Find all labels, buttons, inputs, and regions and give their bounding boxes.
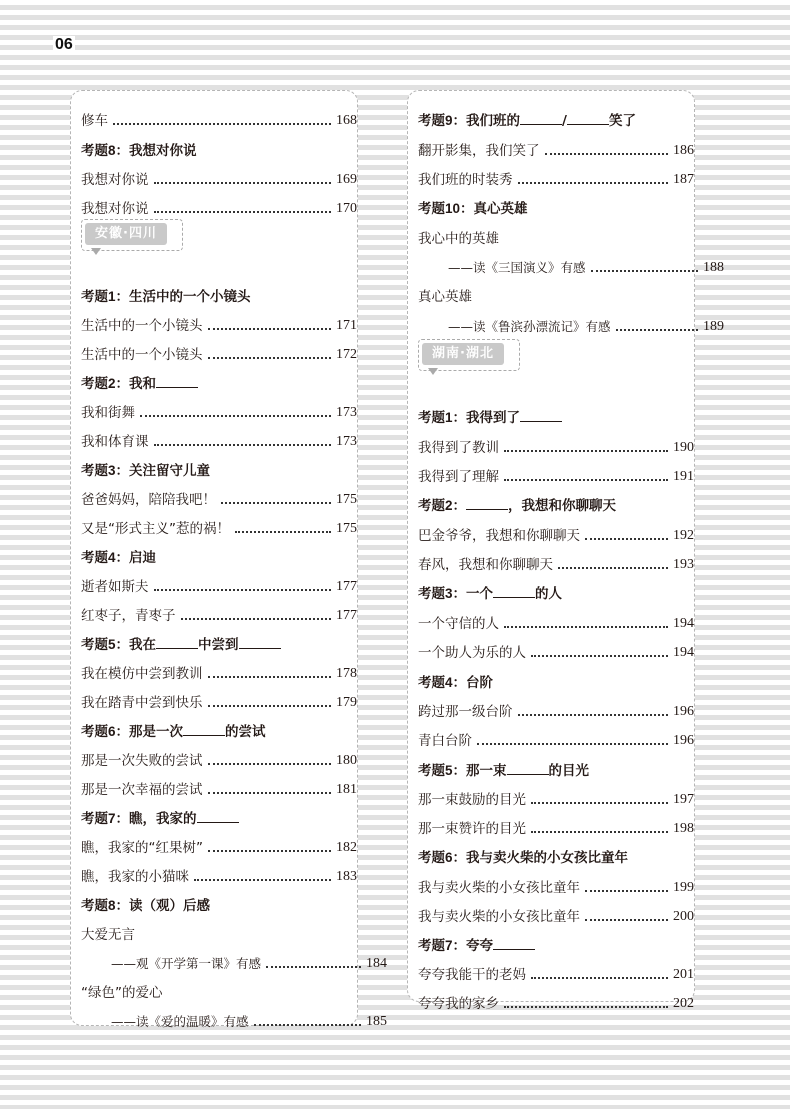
topic-title: 夸夸 (466, 938, 535, 954)
dot-leader (616, 329, 698, 331)
exam-topic-heading: 考题2： ，我想和你聊聊天 (418, 495, 694, 517)
page-ref: 177 (336, 608, 357, 623)
dot-leader (154, 182, 332, 184)
topic-number: 考题3 (81, 463, 116, 478)
topic-number: 考题4 (418, 675, 453, 690)
entry-title: 夸夸我能干的老妈 (418, 967, 526, 983)
dot-leader (477, 743, 668, 745)
page-ref: 191 (673, 469, 694, 484)
topic-title: 台阶 (466, 675, 494, 691)
toc-entry[interactable] (81, 576, 357, 598)
topic-number: 考题7 (418, 938, 453, 953)
essay-title: “绿色”的爱心 (81, 985, 163, 1001)
toc-entry[interactable] (418, 525, 694, 547)
dot-leader (221, 502, 331, 504)
entry-title: 一个守信的人 (418, 616, 499, 632)
toc-entry[interactable] (81, 110, 357, 132)
toc-entry[interactable] (418, 730, 694, 752)
toc-entry[interactable] (418, 818, 694, 840)
topic-title: 我想对你说 (129, 143, 197, 159)
topic-title: 我们班的 / 笑了 (466, 113, 636, 129)
dot-leader (504, 450, 668, 452)
page-ref: 186 (673, 143, 694, 158)
exam-topic-heading: 考题9：我们班的 / 笑了 (418, 110, 694, 132)
dot-leader (235, 531, 331, 533)
exam-topic-heading: 考题4：台阶 (418, 675, 494, 691)
page-ref: 194 (673, 616, 694, 631)
toc-entry[interactable] (418, 554, 694, 576)
page-ref: 169 (336, 172, 357, 187)
topic-number: 考题4 (81, 550, 116, 565)
dot-leader (531, 977, 668, 979)
fill-in-blank (197, 808, 239, 823)
dot-leader (531, 802, 668, 804)
page-ref: 180 (336, 753, 357, 768)
entry-title: 青白台阶 (418, 733, 472, 749)
topic-title: ，我想和你聊聊天 (466, 498, 616, 514)
entry-title: 一个助人为乐的人 (418, 645, 526, 661)
dot-leader (140, 415, 331, 417)
page-ref: 188 (703, 260, 724, 275)
entry-title: 我得到了理解 (418, 469, 499, 485)
toc-entry[interactable] (81, 198, 357, 220)
dot-leader (208, 763, 332, 765)
entry-title: 我们班的时装秀 (418, 172, 513, 188)
topic-number: 考题1 (81, 289, 116, 304)
fill-in-blank (156, 634, 198, 649)
topic-title: 我在 中尝到 (129, 637, 281, 653)
topic-title: 瞧，我家的 (129, 811, 239, 827)
dot-leader (154, 444, 332, 446)
dot-leader (518, 714, 669, 716)
page-ref: 196 (673, 704, 694, 719)
dot-leader (113, 123, 331, 125)
toc-entry[interactable] (81, 518, 357, 540)
topic-number: 考题8 (81, 143, 116, 158)
dot-leader (254, 1024, 361, 1026)
entry-title: 我想对你说 (81, 201, 149, 217)
entry-title: 我得到了教训 (418, 440, 499, 456)
topic-title: 那一束 的目光 (466, 763, 589, 779)
dot-leader (531, 655, 668, 657)
dot-leader (208, 792, 332, 794)
entry-title: 我想对你说 (81, 172, 149, 188)
topic-title: 我与卖火柴的小女孩比童年 (466, 850, 629, 866)
toc-entry[interactable] (418, 642, 694, 664)
page-ref: 187 (673, 172, 694, 187)
region-label: 湖南·湖北 (422, 343, 504, 365)
toc-entry[interactable] (81, 692, 357, 714)
page-ref: 172 (336, 347, 357, 362)
entry-title: 我与卖火柴的小女孩比童年 (418, 909, 580, 925)
dot-leader (531, 831, 668, 833)
entry-title: ——读《三国演义》有感 (448, 260, 586, 275)
fill-in-blank (466, 495, 508, 510)
badge-pointer (91, 248, 101, 255)
page-ref: 194 (673, 645, 694, 660)
page-ref: 173 (336, 434, 357, 449)
page-ref: 181 (336, 782, 357, 797)
toc-entry[interactable] (418, 437, 694, 459)
toc-entry[interactable] (418, 993, 694, 1015)
entry-title: 又是“形式主义”惹的祸！ (81, 521, 230, 537)
toc-entry[interactable] (418, 877, 694, 899)
region-badge (81, 219, 191, 259)
fill-in-blank (567, 110, 609, 125)
toc-column-right (407, 90, 724, 1012)
toc-entry[interactable] (418, 466, 694, 488)
entry-title: 瞧，我家的“红果树” (81, 840, 203, 856)
page-ref: 197 (673, 792, 694, 807)
topic-number: 考题5 (418, 763, 453, 778)
exam-topic-heading: 考题8：读（观）后感 (81, 898, 211, 914)
essay-title: 我心中的英雄 (418, 231, 499, 247)
dot-leader (208, 328, 332, 330)
page-ref: 177 (336, 579, 357, 594)
entry-title: 红枣子，青枣子 (81, 608, 176, 624)
dot-leader (591, 270, 698, 272)
page-ref: 196 (673, 733, 694, 748)
essay-subtitle-entry[interactable] (418, 316, 724, 338)
entry-title: 跨过那一级台阶 (418, 704, 513, 720)
toc-entry[interactable] (418, 789, 694, 811)
page-ref: 189 (703, 319, 724, 334)
entry-title: 修车 (81, 113, 108, 129)
topic-title: 读（观）后感 (129, 898, 211, 914)
page-ref: 175 (336, 521, 357, 536)
entry-title: 生活中的一个小镜头 (81, 318, 203, 334)
dot-leader (181, 618, 332, 620)
page-ref: 178 (336, 666, 357, 681)
page-ref: 199 (673, 880, 694, 895)
fill-in-blank (156, 373, 198, 388)
fill-in-blank (493, 583, 535, 598)
exam-topic-heading: 考题1：生活中的一个小镜头 (81, 289, 251, 305)
essay-subtitle-entry[interactable] (418, 257, 724, 279)
fill-in-blank (507, 760, 549, 775)
page-ref: 179 (336, 695, 357, 710)
page-ref: 168 (336, 113, 357, 128)
toc-entry[interactable] (81, 431, 357, 453)
entry-title: 春风，我想和你聊聊天 (418, 557, 553, 573)
topic-number: 考题5 (81, 637, 116, 652)
fill-in-blank (520, 407, 562, 422)
exam-topic-heading: 考题5：我在 中尝到 (81, 634, 357, 656)
essay-subtitle-entry[interactable] (81, 953, 387, 975)
toc-entry[interactable] (81, 315, 357, 337)
entry-title: 我在踏青中尝到快乐 (81, 695, 203, 711)
toc-entry[interactable] (81, 489, 357, 511)
entry-title: ——读《鲁滨孙漂流记》有感 (448, 319, 611, 334)
dot-leader (154, 589, 332, 591)
dot-leader (585, 890, 668, 892)
fill-in-blank (520, 110, 562, 125)
topic-title: 生活中的一个小镜头 (129, 289, 251, 305)
dot-leader (208, 676, 332, 678)
toc-entry[interactable] (81, 663, 357, 685)
dot-leader (208, 705, 332, 707)
toc-entry[interactable] (418, 169, 694, 191)
topic-number: 考题10 (418, 201, 461, 216)
page-ref: 171 (336, 318, 357, 333)
entry-title: ——观《开学第一课》有感 (111, 956, 262, 971)
topic-number: 考题3 (418, 586, 453, 601)
entry-title: 巴金爷爷，我想和你聊聊天 (418, 528, 580, 544)
topic-title: 一个 的人 (466, 586, 562, 602)
exam-topic-heading: 考题6：那是一次 的尝试 (81, 721, 357, 743)
exam-topic-heading: 考题10：真心英雄 (418, 201, 528, 217)
toc-entry[interactable] (418, 613, 694, 635)
exam-topic-heading: 考题7：瞧，我家的 (81, 808, 357, 830)
toc-entry[interactable] (81, 779, 357, 801)
toc-entry[interactable] (418, 964, 694, 986)
topic-title: 那是一次 的尝试 (129, 724, 266, 740)
entry-title: 瞧，我家的小猫咪 (81, 869, 189, 885)
dot-leader (545, 153, 669, 155)
region-label: 安徽·四川 (85, 223, 167, 245)
dot-leader (558, 567, 668, 569)
entry-title: 我和体育课 (81, 434, 149, 450)
toc-entry[interactable] (81, 402, 357, 424)
dot-leader (585, 919, 668, 921)
exam-topic-heading: 考题7：夸夸 (418, 935, 694, 957)
entry-title: 生活中的一个小镜头 (81, 347, 203, 363)
dot-leader (208, 850, 331, 852)
exam-topic-heading: 考题2：我和 (81, 373, 357, 395)
topic-title: 我得到了 (466, 410, 562, 426)
essay-title: 真心英雄 (418, 289, 472, 305)
dot-leader (208, 357, 332, 359)
entry-title: 翻开影集，我们笑了 (418, 143, 540, 159)
entry-title: 那是一次幸福的尝试 (81, 782, 203, 798)
toc-entry[interactable] (418, 140, 694, 162)
page-ref: 193 (673, 557, 694, 572)
toc-entry[interactable] (418, 701, 694, 723)
badge-pointer (428, 368, 438, 375)
exam-topic-heading: 考题6：我与卖火柴的小女孩比童年 (418, 850, 629, 866)
fill-in-blank (183, 721, 225, 736)
page-ref: 202 (673, 996, 694, 1011)
topic-number: 考题9 (418, 113, 453, 128)
exam-topic-heading: 考题8：我想对你说 (81, 143, 197, 159)
page-ref: 201 (673, 967, 694, 982)
page-ref: 192 (673, 528, 694, 543)
exam-topic-heading: 考题3：一个 的人 (418, 583, 694, 605)
topic-number: 考题2 (81, 376, 116, 391)
page-number: 06 (55, 36, 73, 53)
exam-topic-heading: 考题4：启迪 (81, 550, 157, 566)
page-ref: 185 (366, 1014, 387, 1029)
dot-leader (194, 879, 331, 881)
toc-entry[interactable] (81, 866, 357, 888)
topic-number: 考题6 (418, 850, 453, 865)
dot-leader (518, 182, 669, 184)
dot-leader (504, 1006, 668, 1008)
toc-entry[interactable] (81, 605, 357, 627)
toc-entry[interactable] (81, 837, 357, 859)
dot-leader (504, 479, 668, 481)
entry-title: 我在模仿中尝到教训 (81, 666, 203, 682)
toc-entry[interactable] (81, 750, 357, 772)
topic-number: 考题7 (81, 811, 116, 826)
exam-topic-heading: 考题3：关注留守儿童 (81, 463, 211, 479)
entry-title: 我和街舞 (81, 405, 135, 421)
entry-title: ——读《爱的温暖》有感 (111, 1014, 249, 1029)
page-ref: 183 (336, 869, 357, 884)
topic-title: 我和 (129, 376, 198, 392)
entry-title: 那一束鼓励的目光 (418, 792, 526, 808)
topic-number: 考题1 (418, 410, 453, 425)
topic-number: 考题2 (418, 498, 453, 513)
dot-leader (585, 538, 668, 540)
entry-title: 逝者如斯夫 (81, 579, 149, 595)
page-ref: 182 (336, 840, 357, 855)
page-ref: 173 (336, 405, 357, 420)
page-ref: 198 (673, 821, 694, 836)
entry-title: 那是一次失败的尝试 (81, 753, 203, 769)
topic-number: 考题8 (81, 898, 116, 913)
toc-column-left (70, 90, 387, 1029)
fill-in-blank (239, 634, 281, 649)
topic-title: 真心英雄 (473, 201, 528, 217)
entry-title: 爸爸妈妈，陪陪我吧！ (81, 492, 216, 508)
exam-topic-heading: 考题5：那一束 的目光 (418, 760, 694, 782)
toc-entry[interactable] (418, 906, 694, 928)
entry-title: 夸夸我的家乡 (418, 996, 499, 1012)
region-badge (418, 339, 528, 379)
essay-title: 大爱无言 (81, 927, 135, 943)
topic-title: 启迪 (129, 550, 157, 566)
page-ref: 200 (673, 909, 694, 924)
topic-number: 考题6 (81, 724, 116, 739)
essay-subtitle-entry[interactable] (81, 1011, 387, 1033)
page-ref: 175 (336, 492, 357, 507)
dot-leader (154, 211, 332, 213)
exam-topic-heading: 考题1：我得到了 (418, 407, 694, 429)
dot-leader (266, 966, 361, 968)
page-ref: 170 (336, 201, 357, 216)
toc-entry[interactable] (81, 169, 357, 191)
entry-title: 那一束赞许的目光 (418, 821, 526, 837)
fill-in-blank (493, 935, 535, 950)
dot-leader (504, 626, 668, 628)
entry-title: 我与卖火柴的小女孩比童年 (418, 880, 580, 896)
page-ref: 184 (366, 956, 387, 971)
topic-title: 关注留守儿童 (129, 463, 211, 479)
page-ref: 190 (673, 440, 694, 455)
toc-entry[interactable] (81, 344, 357, 366)
